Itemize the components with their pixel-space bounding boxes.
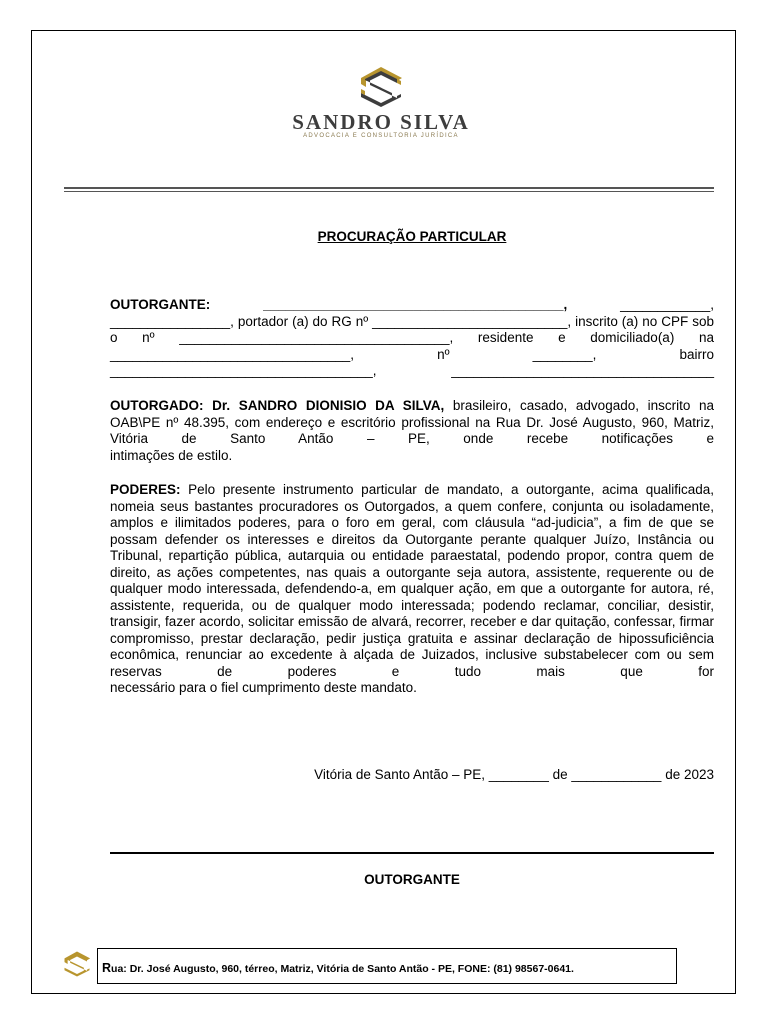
outorgado-text: brasileiro, casado, advogado, — [444, 398, 639, 413]
signature-line — [110, 852, 714, 854]
footer-ss-icon — [62, 944, 92, 984]
outorgante-label: OUTORGANTE: ________________________________________, — [110, 297, 568, 312]
signature-label: OUTORGANTE — [364, 872, 460, 887]
poderes-label: PODERES: — [110, 482, 181, 497]
outorgante-line5: ___________________________________, ___________________________________ — [110, 363, 714, 378]
header-rule-bottom — [64, 191, 714, 192]
document-title: PROCURAÇÃO PARTICULAR — [317, 229, 507, 244]
outorgante-paragraph — [110, 297, 714, 380]
footer-address: ua: Dr. José Augusto, 960, térreo, Matriz, Vitória de Santo Antão - PE, FONE: (81) 98567-0641. — [111, 963, 574, 975]
poderes-text: Pelo presente instrumento particular de mandato, a outorgante, acima qualificada, nomeia seus bastantes procuradores os Outorgados, a quem confere, conjunta ou isoladamente, amplos e ilimitados poderes, para o foro em geral, com cláusula “ad-judicia”, a fim de que se possam defender os interesses e direitos da Outorgante perante qualquer Juízo, Instância ou Tribunal, repartição pública, autarquia ou entidade paraestatal, podendo propor, contra quem de direito, as ações competentes, nas quais a outorgante seja autora, assistente, requerente ou de qualquer modo interessada, defendendo-a, em qualquer ação, em que a outorgante for autora, ré, assistente, requerida, ou de qualquer modo interessada; podendo reclamar, conciliar, desistir, transigir, fazer acordo, solicitar emissão de alvará, recorrer, receber e dar quitação, confessar, firmar compromisso, prestar declaração, pedir justiça gratuita e assinar declaração de hipossuficiência econômica, renunciar ao excedente à alçada de Juizados, inclusive substabelecer com ou sem reservas de poderes e tudo mais que for — [110, 482, 714, 679]
poderes-paragraph — [110, 482, 714, 697]
outorgado-text-rest: inscrito na OAB\PE nº 48.395, com endereço e escritório profissional na Rua Dr. José Augusto, 960, Matriz, Vitória de Santo Antão – PE, onde recebe notificações e — [110, 398, 714, 446]
footer-prefix: R — [102, 961, 112, 975]
poderes-text-last: necessário para o fiel cumprimento deste mandato. — [110, 680, 417, 695]
header-rule-top — [64, 187, 714, 189]
brand-tagline: ADVOCACIA E CONSULTORIA JURÍDICA — [303, 133, 459, 139]
date-line: Vitória de Santo Antão – PE, ________ de ____________ de 2023 — [314, 767, 714, 782]
outorgado-paragraph — [110, 398, 714, 464]
footer-address-box — [97, 948, 677, 984]
outorgante-line3: no CPF sob o nº ____________________________________, residente e — [110, 313, 714, 345]
outorgante-line2: ________________, portador (a) do RG nº __________________________, inscrito (a) — [110, 313, 639, 329]
letterhead-logo — [255, 65, 507, 145]
ss-monogram-icon — [357, 65, 405, 109]
outorgante-line4: domiciliado(a) na ________________________________, nº ________, bairro — [110, 330, 714, 362]
outorgante-line1: ____________, — [567, 297, 714, 312]
outorgado-text-last: intimações de estilo. — [110, 447, 233, 463]
outorgado-label: OUTORGADO: Dr. SANDRO DIONISIO DA SILVA, — [110, 398, 445, 413]
brand-name: SANDRO SILVA — [292, 110, 470, 134]
